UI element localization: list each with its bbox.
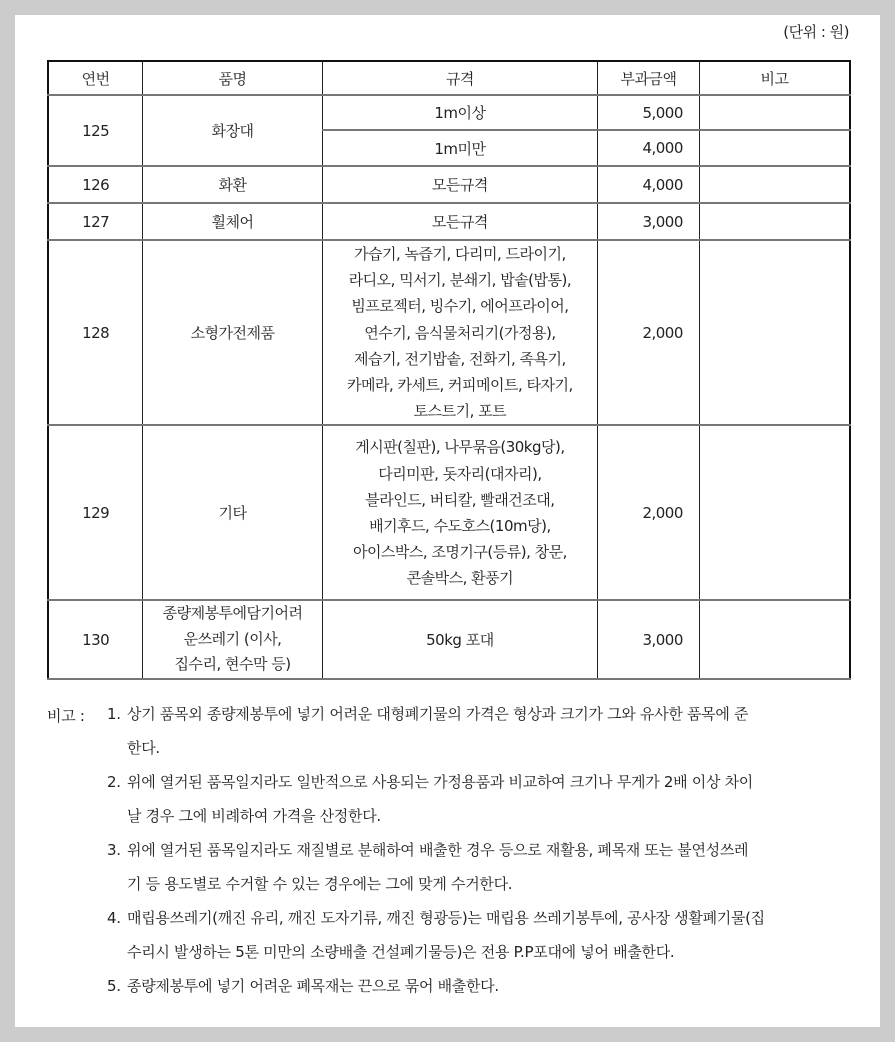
remark-number: 5. [107, 977, 121, 995]
table-row [48, 203, 850, 240]
header-name: 품명 [143, 61, 323, 95]
cell-amount: 2,000 [598, 425, 700, 600]
remark-item [107, 901, 852, 969]
remark-text-cont: 날 경우 그에 비례하여 가격을 산정한다. [127, 807, 381, 825]
table-row [48, 166, 850, 203]
name-line: 운쓰레기 (이사, [183, 629, 282, 648]
cell-note [699, 425, 850, 600]
remark-text: 상기 품목외 종량제봉투에 넣기 어려운 대형폐기물의 가격은 형상과 크기가 그와 유사한 품목에 준 [127, 705, 749, 723]
cell-no: 129 [48, 425, 143, 600]
remark-text: 위에 열거된 품목일지라도 일반적으로 사용되는 가정용품과 비교하여 크기나 무게가 2배 이상 차이 [127, 773, 753, 791]
cell-spec [322, 240, 597, 425]
remark-text: 매립용쓰레기(깨진 유리, 깨진 도자기류, 깨진 형광등)는 매립용 쓰레기봉투에, 공사장 생활폐기물(집 [127, 909, 765, 927]
unit-label: (단위 : 원) [783, 23, 849, 41]
cell-no: 130 [48, 600, 143, 679]
remark-text-cont: 수리시 발생하는 5톤 미만의 소량배출 건설폐기물등)은 전용 P.P포대에 넣어 배출한다. [127, 943, 675, 961]
remark-number: 2. [107, 773, 121, 791]
fee-table [47, 60, 851, 680]
remark-item [107, 697, 852, 765]
remark-item [107, 969, 852, 1003]
cell-no: 125 [48, 95, 143, 166]
cell-amount: 5,000 [598, 95, 700, 130]
spec-line: 토스트기, 포트 [413, 402, 507, 421]
header-note: 비고 [699, 61, 850, 95]
spec-line: 블라인드, 버티칼, 빨래건조대, [365, 490, 555, 509]
cell-amount: 3,000 [598, 203, 700, 240]
name-line: 종량제봉투에담기어려 [162, 604, 303, 623]
cell-no: 126 [48, 166, 143, 203]
cell-spec: 50kg 포대 [322, 600, 597, 679]
cell-spec: 1m이상 [322, 95, 597, 130]
table-row [48, 600, 850, 679]
cell-no: 127 [48, 203, 143, 240]
spec-line: 라디오, 믹서기, 분쇄기, 밥솥(밥통), [348, 271, 572, 290]
cell-note [699, 130, 850, 166]
spec-line: 가습기, 녹즙기, 다리미, 드라이기, [354, 245, 566, 263]
cell-spec: 모든규격 [322, 203, 597, 240]
cell-amount: 4,000 [598, 166, 700, 203]
header-no: 연번 [48, 61, 143, 95]
cell-note [699, 95, 850, 130]
spec-line: 아이스박스, 조명기구(등류), 창문, [352, 543, 567, 562]
cell-note [699, 600, 850, 679]
remark-number: 1. [107, 705, 121, 723]
remark-text: 위에 열거된 품목일지라도 재질별로 분해하여 배출한 경우 등으로 재활용, 폐목재 또는 불연성쓰레 [127, 841, 749, 859]
cell-spec [322, 425, 597, 600]
spec-line: 제습기, 전기밥솥, 전화기, 족욕기, [354, 349, 566, 368]
cell-note [699, 240, 850, 425]
header-amount: 부과금액 [598, 61, 700, 95]
cell-name: 기타 [143, 425, 323, 600]
name-line: 집수리, 현수막 등) [174, 655, 291, 674]
cell-name: 소형가전제품 [143, 240, 323, 425]
document-page [15, 15, 880, 1027]
table-header-row [48, 61, 850, 95]
remark-text: 종량제봉투에 넣기 어려운 폐목재는 끈으로 묶어 배출한다. [127, 977, 499, 995]
remark-text-cont: 기 등 용도별로 수거할 수 있는 경우에는 그에 맞게 수거한다. [127, 875, 513, 893]
spec-line: 빔프로젝터, 빙수기, 에어프라이어, [351, 297, 569, 316]
cell-name: 화장대 [143, 95, 323, 166]
cell-amount: 4,000 [598, 130, 700, 166]
table-row [48, 95, 850, 130]
cell-spec: 모든규격 [322, 166, 597, 203]
cell-amount: 3,000 [598, 600, 700, 679]
cell-note [699, 166, 850, 203]
header-spec: 규격 [322, 61, 597, 95]
cell-spec: 1m미만 [322, 130, 597, 166]
cell-name [143, 600, 323, 679]
remark-item [107, 833, 852, 901]
table-row [48, 425, 850, 600]
remark-number: 4. [107, 909, 121, 927]
remarks-heading: 비고 : [47, 707, 85, 725]
spec-line: 다리미판, 돗자리(대자리), [378, 464, 542, 483]
table-row [48, 240, 850, 425]
cell-note [699, 203, 850, 240]
spec-line: 카메라, 카세트, 커피메이트, 타자기, [347, 376, 573, 395]
cell-amount: 2,000 [598, 240, 700, 425]
cell-no: 128 [48, 240, 143, 425]
cell-name: 휠체어 [143, 203, 323, 240]
spec-line: 연수기, 음식물처리기(가정용), [364, 323, 556, 342]
remark-number: 3. [107, 841, 121, 859]
spec-line: 배기후드, 수도호스(10m당), [369, 516, 551, 535]
cell-name: 화환 [143, 166, 323, 203]
spec-line: 게시판(칠판), 나무묶음(30kg당), [355, 438, 565, 457]
spec-line: 콘솔박스, 환풍기 [406, 569, 514, 588]
remark-item [107, 765, 852, 833]
remark-text-cont: 한다. [127, 739, 160, 757]
